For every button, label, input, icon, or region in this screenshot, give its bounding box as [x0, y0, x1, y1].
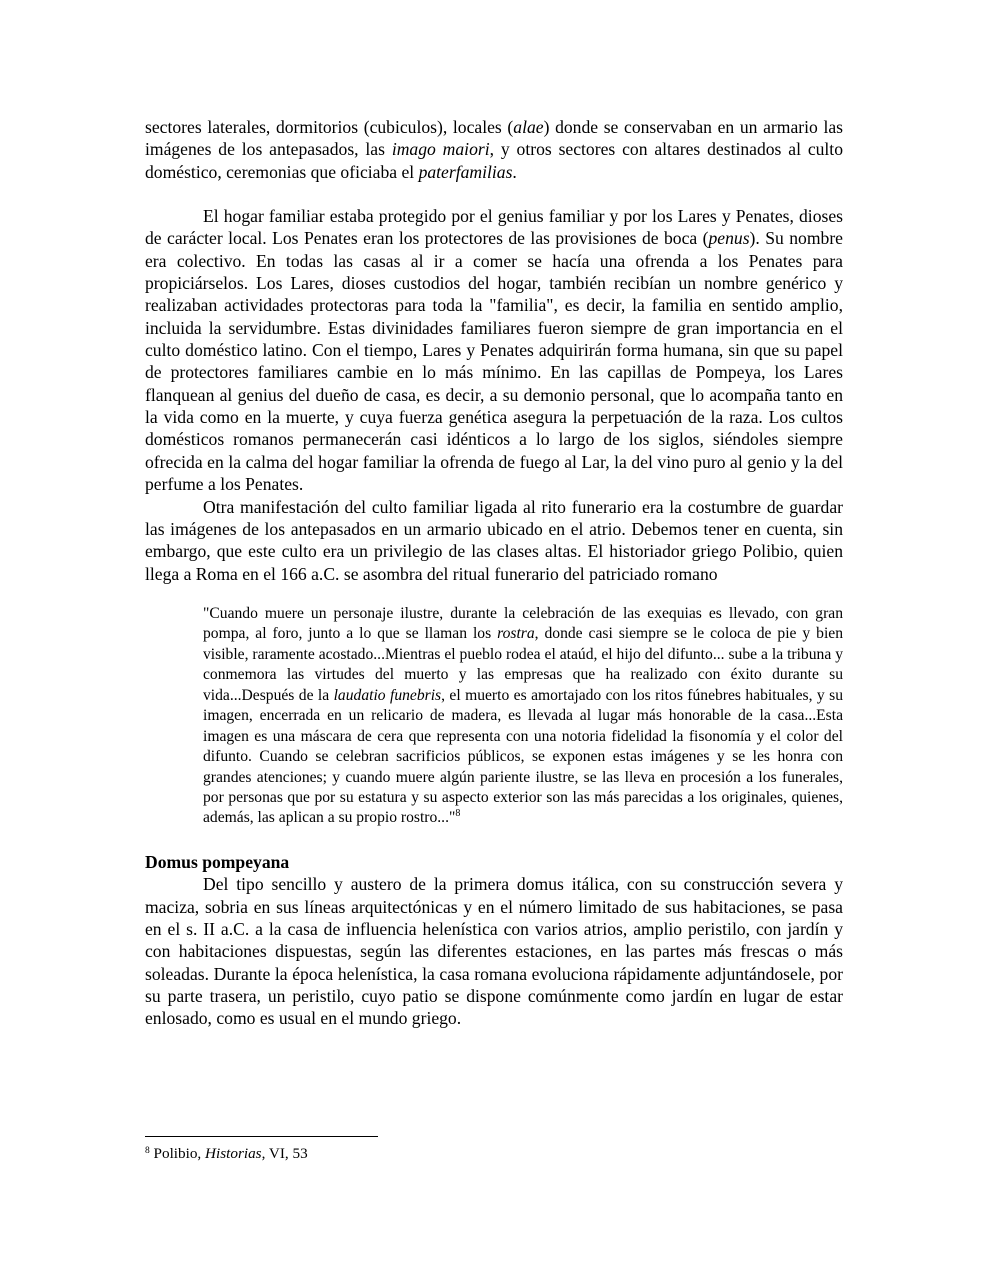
document-page	[145, 116, 843, 1030]
italic-term-rostra: rostra	[497, 625, 535, 643]
text-run: El hogar familiar estaba protegido por el genius familiar y por los Lares y Penates, dioses de carácter local. Los Penates eran los protectores de las provisiones de boca (	[145, 206, 843, 249]
italic-term-imago-maiori: imago maiori	[391, 139, 490, 160]
paragraph-2	[145, 205, 843, 495]
text-run: , donde casi siempre se le coloca de pie y bien visible, raramente acostado...Mientras el pueblo rodea el ataúd, el hijo del difunto... sube a la tribuna y conmemora las virtudes del muerto y las empresas que ha realizado con éxito durante su vida...Después de la	[203, 625, 843, 704]
paragraph-3: Otra manifestación del culto familiar ligada al rito funerario era la costumbre de guardar las imágenes de los antepasados en un armario ubicado en el atrio. Debemos tener en cuenta, sin embargo, que este culto era un privilegio de las clases altas. El historiador griego Polibio, quien llega a Roma en el 166 a.C. se asombra del ritual funerario del patriciado romano	[145, 496, 843, 584]
paragraph-spacer	[145, 183, 843, 205]
footnote-author: Polibio,	[153, 1145, 206, 1162]
text-run: .	[512, 161, 517, 182]
text-run: ). Su nombre era colectivo. En todas las casas al ir a comer se hacía una ofrenda a los Penates para propiciárselos. Los Lares, dioses custodios del hogar, también recibían un nombre genérico y realizaban actividades protectoras para toda la "familia", es decir, la familia en sentido amplio, incluida la servidumbre. Estas divinidades familiares fueron siempre de gran importancia en el culto doméstico latino. Con el tiempo, Lares y Penates adquirirán forma humana, sin que su papel de protectores familiares cambie en lo más mínimo. En las capillas de Pompeya, los Lares flanquean al genius del dueño de casa, es decir, a su demonio personal, que lo acompaña tanto en la vida como en la muerte, y cuya fuerza genética asegura la perpetuación de la raza. Los cultos domésticos romanos permanecerán casi idénticos a lo largo de los siglos, siéndoles siempre ofrecida en la calma del hogar familiar la ofrenda de fuego al Lar, la del vino puro al genio y la del perfume a los Penates.	[145, 228, 843, 495]
text-run: ) donde se conservaban en un armario las imágenes de los antepasados, las	[145, 117, 843, 160]
footnote-separator	[145, 1136, 378, 1137]
italic-term-laudatio-funebris: laudatio funebris	[333, 686, 442, 704]
section-heading: Domus pompeyana	[145, 851, 290, 872]
italic-term-paterfamilias: paterfamilias	[418, 161, 513, 182]
paragraph-4: Del tipo sencillo y austero de la primera domus itálica, con su construcción severa y maciza, sobria en sus líneas arquitectónicas y en el número limitado de sus habitaciones, se pasa en el s. II a.C. a la casa de influencia helenística con varios atrios, amplio peristilo, con jardín y con habitaciones dispuestas, según las diferentes estaciones, en las partes más frescas o más soleadas. Durante la época helenística, la casa romana evoluciona rápidamente adjuntándosele, por su parte trasera, un peristilo, cuyo patio se dispone comúnmente como jardín en lugar de estar enlosado, como es usual en el mundo griego.	[145, 874, 843, 1029]
footnote-reference[interactable]: 8	[455, 808, 461, 820]
italic-term-penus: penus	[708, 228, 750, 249]
text-run: sectores laterales, dormitorios (cubiculos), locales (	[145, 117, 514, 137]
paragraph-1	[145, 116, 843, 183]
footnote-work-title: Historias	[205, 1145, 262, 1162]
footnote-citation: , VI, 53	[261, 1145, 308, 1162]
text-run: "Cuando muere un personaje ilustre, durante la celebración de las exequias es llevado, con gran pompa, al foro, junto a lo que se llaman los	[203, 604, 843, 643]
text-run: , el muerto es amortajado con los ritos fúnebres habituales, y su imagen, encerrada en un relicario de madera, es llevada al lugar más honorable de la casa...Esta imagen es una máscara de cera que representa con una notoria fidelidad la fisonomía y el color del difunto. Cuando se celebran sacrificios públicos, se exponen estas imágenes y se les honra con grandes atenciones; y cuando muere algún pariente ilustre, se las lleva en procesión a los funerales, por personas que por su estatura y su aspecto exterior son las más parecidas a los originales, quienes, además, las aplican a su propio rostro..."	[203, 686, 843, 827]
block-quote-polibio	[203, 604, 843, 829]
footnote	[145, 1144, 308, 1164]
footnote-number: 8	[145, 1146, 150, 1156]
text-run: , y otros sectores con altares destinados al culto doméstico, ceremonias que oficiaba el	[145, 139, 843, 182]
italic-term-alae: alae	[513, 117, 544, 137]
